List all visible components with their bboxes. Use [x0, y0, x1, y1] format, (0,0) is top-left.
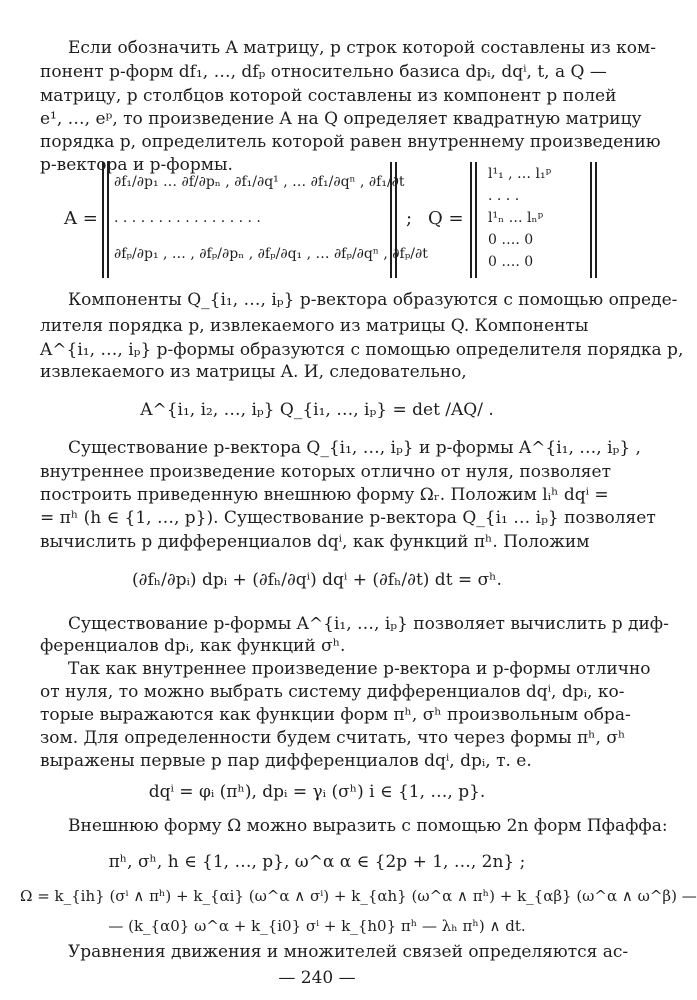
matrix-a-label: A =	[64, 208, 98, 229]
matrix-a-row: . . . . . . . . . . . . . . . . .	[114, 210, 261, 226]
text-line: e¹, …, eᵖ, то произведение A на Q определяет квадратную матрицу	[40, 109, 642, 129]
equation-sigma: (∂fₕ/∂pᵢ) dpᵢ + (∂fₕ/∂qⁱ) dqⁱ + (∂fₕ/∂t) dt = σʰ.	[132, 570, 502, 590]
text-line: построить приведенную внешнюю форму Ωᵣ. Положим lᵢʰ dqⁱ =	[40, 485, 609, 505]
text-line: внутреннее произведение которых отлично от нуля, позволяет	[40, 462, 611, 482]
text-line: понент p-форм df₁, …, dfₚ относительно базиса dpᵢ, dqⁱ, t, а Q —	[40, 62, 607, 82]
matrix-q-row: l¹₁ , … l₁ᵖ	[488, 166, 552, 182]
text-line: Компоненты Q_{i₁, …, iₚ} p-вектора образуются с помощью опреде-	[68, 290, 678, 310]
text-line: A^{i₁, …, iₚ} p-формы образуются с помощью определителя порядка p,	[40, 340, 684, 360]
text-line: Существование p-формы A^{i₁, …, iₚ} позволяет вычислить p диф-	[68, 614, 669, 634]
matrix-q-row: l¹ₙ … lₙᵖ	[488, 210, 544, 226]
matrix-q-right-bar	[590, 162, 597, 278]
equation-pfaff-forms: πʰ, σʰ, h ∈ {1, …, p}, ω^α α ∈ {2p + 1, …, 2n} ;	[108, 852, 526, 872]
text-line: p-вектора и p-формы.	[40, 155, 233, 175]
text-line: зом. Для определенности будем считать, что через формы πʰ, σʰ	[40, 728, 626, 748]
matrix-a-right-bar	[390, 162, 397, 278]
matrix-a-left-bar	[102, 162, 109, 278]
matrix-q-label: Q =	[428, 208, 464, 229]
text-line: от нуля, то можно выбрать систему дифференциалов dqⁱ, dpᵢ, ко-	[40, 682, 625, 702]
matrix-a-row: ∂f₁/∂p₁ … ∂f/∂pₙ , ∂f₁/∂q¹ , … ∂f₁/∂qⁿ , ∂f₁/∂t	[114, 174, 405, 190]
text-line: Уравнения движения и множителей связей определяются ас-	[68, 942, 629, 962]
text-line: ференциалов dpᵢ, как функций σʰ.	[40, 636, 346, 656]
text-line: вычислить p дифференциалов dqⁱ, как функций πʰ. Положим	[40, 532, 590, 552]
text-line: порядка p, определитель которой равен внутреннему произведению	[40, 132, 661, 152]
matrix-q-row: . . . .	[488, 188, 520, 204]
text-line: выражены первые p пар дифференциалов dqⁱ, dpᵢ, т. е.	[40, 751, 532, 771]
matrix-q-row: 0 …. 0	[488, 254, 534, 270]
text-line: Если обозначить A матрицу, p строк которой составлены из ком-	[68, 38, 656, 58]
matrix-q-left-bar	[470, 162, 477, 278]
text-line: = πʰ (h ∈ {1, …, p}). Существование p-вектора Q_{i₁ … iₚ} позволяет	[40, 508, 656, 528]
text-line: Так как внутреннее произведение p-вектора и p-формы отлично	[68, 659, 651, 679]
text-line: извлекаемого из матрицы A. И, следовательно,	[40, 362, 467, 382]
text-line: Внешнюю форму Ω можно выразить с помощью 2n форм Пфаффа:	[68, 816, 668, 836]
text-line: Существование p-вектора Q_{i₁, …, iₚ} и p-формы A^{i₁, …, iₚ} ,	[68, 438, 641, 458]
page-number: — 240 —	[278, 968, 356, 988]
matrix-a-row: ∂fₚ/∂p₁ , … , ∂fₚ/∂pₙ , ∂fₚ/∂q₁ , … ∂fₚ/∂qⁿ , ∂fₚ/∂t	[114, 246, 428, 262]
equation-omega-2: — (k_{α0} ω^α + k_{i0} σⁱ + k_{h0} πʰ — λₕ πʰ) ∧ dt.	[108, 917, 526, 935]
matrix-block	[56, 162, 616, 280]
equation-determinant: A^{i₁, i₂, …, iₚ} Q_{i₁, …, iₚ} = det /AQ/ .	[140, 400, 494, 420]
text-line: лителя порядка p, извлекаемого из матрицы Q. Компоненты	[40, 316, 589, 336]
matrix-q-row: 0 …. 0	[488, 232, 534, 248]
equation-omega-1: Ω = k_{ih} (σⁱ ∧ πʰ) + k_{αi} (ω^α ∧ σⁱ) + k_{αh} (ω^α ∧ πʰ) + k_{αβ} (ω^α ∧ ω^β) —	[20, 887, 697, 905]
equation-differentials: dqⁱ = φᵢ (πʰ), dpᵢ = γᵢ (σʰ) i ∈ {1, …, p}.	[148, 782, 486, 802]
text-line: торые выражаются как функции форм πʰ, σʰ произвольным обра-	[40, 705, 631, 725]
text-line: матрицу, p столбцов которой составлены из компонент p полей	[40, 86, 617, 106]
matrix-separator: ;	[406, 208, 413, 229]
